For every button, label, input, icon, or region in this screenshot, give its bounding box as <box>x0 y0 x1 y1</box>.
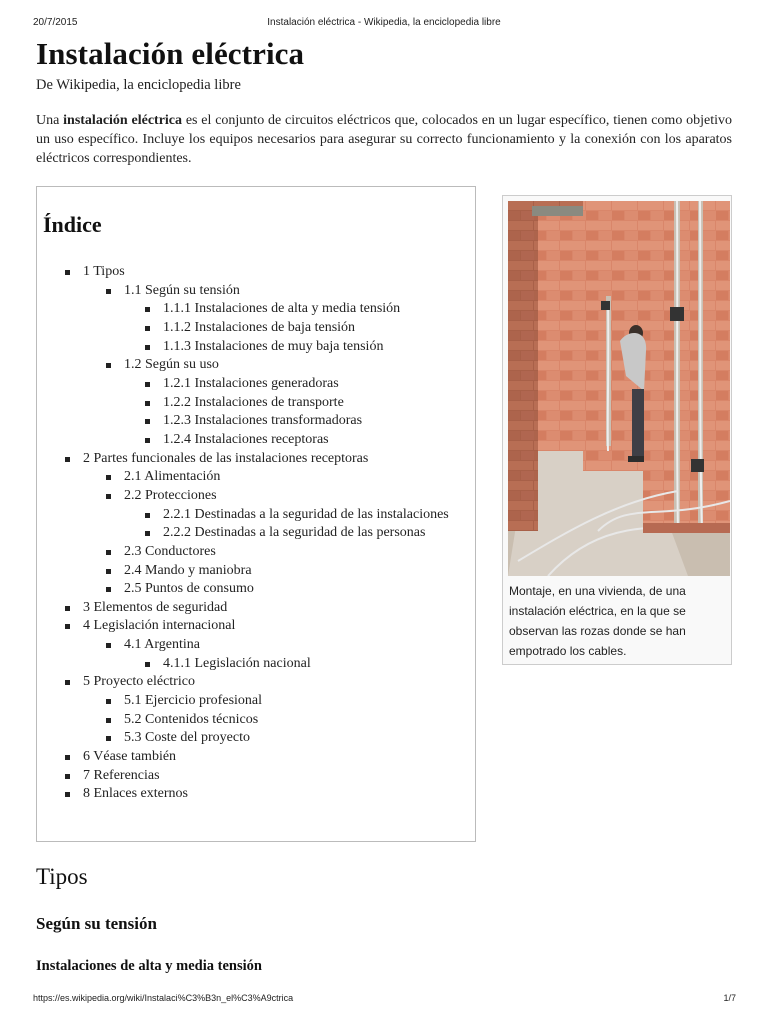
bullet-icon <box>65 606 70 611</box>
toc-item[interactable] <box>37 431 475 450</box>
toc-item-label[interactable]: 1.1.3 Instalaciones de muy baja tensión <box>163 338 384 354</box>
print-date: 20/7/2015 <box>33 17 78 28</box>
bullet-icon <box>65 624 70 629</box>
bullet-icon <box>106 475 111 480</box>
figure-caption: Montaje, en una vivienda, de una instalación eléctrica, en la que se observan las rozas donde se han empotrado los cables. <box>509 584 686 658</box>
toc-item-label[interactable]: 1.1 Según su tensión <box>124 282 240 298</box>
toc-item-label[interactable]: 2.4 Mando y maniobra <box>124 562 252 578</box>
toc-list <box>37 263 475 804</box>
toc-item[interactable] <box>37 729 475 748</box>
toc-item-label[interactable]: 1.2.4 Instalaciones receptoras <box>163 431 329 447</box>
bullet-icon <box>106 643 111 648</box>
toc-item-label[interactable]: 1.2.1 Instalaciones generadoras <box>163 375 339 391</box>
print-page-title: Instalación eléctrica - Wikipedia, la enciclopedia libre <box>267 17 501 28</box>
toc-item[interactable] <box>37 300 475 319</box>
toc-item[interactable] <box>37 319 475 338</box>
toc-item[interactable] <box>37 263 475 282</box>
toc-item-label[interactable]: 1.1.1 Instalaciones de alta y media tensión <box>163 301 401 317</box>
installation-photo[interactable] <box>508 201 730 576</box>
bullet-icon <box>65 792 70 797</box>
toc-item-label[interactable]: 2.5 Puntos de consumo <box>124 581 254 597</box>
bullet-icon <box>145 382 150 387</box>
toc-item[interactable] <box>37 655 475 674</box>
bullet-icon <box>145 419 150 424</box>
toc-item[interactable] <box>37 506 475 525</box>
bullet-icon <box>106 550 111 555</box>
toc-item[interactable] <box>37 599 475 618</box>
toc-item[interactable] <box>37 487 475 506</box>
toc-item[interactable] <box>37 636 475 655</box>
bullet-icon <box>106 363 111 368</box>
toc-item-label[interactable]: 2 Partes funcionales de las instalaciones receptoras <box>83 450 369 466</box>
toc-item-label[interactable]: 2.1 Alimentación <box>124 469 221 485</box>
bullet-icon <box>65 457 70 462</box>
toc-item-label[interactable]: 4.1.1 Legislación nacional <box>163 655 311 671</box>
toc-item[interactable] <box>37 338 475 357</box>
toc-item[interactable] <box>37 617 475 636</box>
toc-item[interactable] <box>37 412 475 431</box>
bullet-icon <box>65 774 70 779</box>
bullet-icon <box>65 755 70 760</box>
toc-item-label[interactable]: 2.3 Conductores <box>124 543 216 559</box>
toc-item[interactable] <box>37 543 475 562</box>
intro-start: Una <box>36 113 64 128</box>
bullet-icon <box>65 680 70 685</box>
toc-item-label[interactable]: 5.1 Ejercicio profesional <box>124 693 263 709</box>
subsection-heading-tension: Según su tensión <box>36 914 157 933</box>
intro-bold-term: instalación eléctrica <box>63 113 183 128</box>
bullet-icon <box>106 587 111 592</box>
toc-item[interactable] <box>37 394 475 413</box>
article-subtitle: De Wikipedia, la enciclopedia libre <box>36 77 241 93</box>
toc-item[interactable] <box>37 450 475 469</box>
toc-item-label[interactable]: 6 Véase también <box>83 749 177 765</box>
toc-item-label[interactable]: 1.2.2 Instalaciones de transporte <box>163 394 344 410</box>
toc-item[interactable] <box>37 711 475 730</box>
toc-item-label[interactable]: 1.2 Según su uso <box>124 357 219 373</box>
bullet-icon <box>106 699 111 704</box>
bullet-icon <box>106 718 111 723</box>
toc-item-label[interactable]: 1.2.3 Instalaciones transformadoras <box>163 413 363 429</box>
bullet-icon <box>106 569 111 574</box>
toc-item-label[interactable]: 7 Referencias <box>83 767 160 783</box>
bullet-icon <box>145 438 150 443</box>
toc-item-label[interactable]: 5.3 Coste del proyecto <box>124 730 250 746</box>
toc-item[interactable] <box>37 375 475 394</box>
bullet-icon <box>145 513 150 518</box>
bullet-icon <box>145 307 150 312</box>
toc-item-label[interactable]: 5.2 Contenidos técnicos <box>124 711 259 727</box>
table-of-contents <box>36 186 476 842</box>
bullet-icon <box>106 289 111 294</box>
intro-paragraph <box>36 111 732 168</box>
bullet-icon <box>145 662 150 667</box>
toc-item[interactable] <box>37 356 475 375</box>
toc-item-label[interactable]: 4 Legislación internacional <box>83 618 236 634</box>
print-url: https://es.wikipedia.org/wiki/Instalaci%C3%B3n_el%C3%A9ctrica <box>33 993 294 1003</box>
toc-item-label[interactable]: 2.2.1 Destinadas a la seguridad de las instalaciones <box>163 506 449 522</box>
toc-item[interactable] <box>37 282 475 301</box>
figure-thumbnail <box>502 195 732 665</box>
toc-item[interactable] <box>37 785 475 804</box>
toc-item-label[interactable]: 8 Enlaces externos <box>83 786 188 802</box>
section-heading-tipos: Tipos <box>36 864 88 889</box>
toc-item[interactable] <box>37 524 475 543</box>
toc-item[interactable] <box>37 468 475 487</box>
bullet-icon <box>106 494 111 499</box>
toc-item[interactable] <box>37 562 475 581</box>
article-title: Instalación eléctrica <box>36 36 305 71</box>
toc-item-label[interactable]: 2.2 Protecciones <box>124 487 217 503</box>
intro-rest: es el conjunto de circuitos eléctricos que, colocados en un lugar específico, tienen como objetivo un uso específico. Incluye los equipos necesarios para asegurar su correcto funcionamiento y la conexión con los aparatos eléctricos correspondientes. <box>36 113 733 166</box>
bullet-icon <box>145 326 150 331</box>
toc-item[interactable] <box>37 767 475 786</box>
print-page-number: 1/7 <box>723 993 736 1003</box>
toc-item[interactable] <box>37 673 475 692</box>
toc-item-label[interactable]: 4.1 Argentina <box>124 637 200 653</box>
toc-item-label[interactable]: 3 Elementos de seguridad <box>83 599 228 615</box>
bullet-icon <box>106 736 111 741</box>
toc-item-label[interactable]: 1 Tipos <box>83 264 125 279</box>
toc-item-label[interactable]: 2.2.2 Destinadas a la seguridad de las personas <box>163 525 426 541</box>
bullet-icon <box>145 401 150 406</box>
toc-item[interactable] <box>37 692 475 711</box>
toc-item-label[interactable]: 5 Proyecto eléctrico <box>83 674 195 690</box>
subsubsection-heading-alta-media: Instalaciones de alta y media tensión <box>36 958 262 974</box>
bullet-icon <box>65 270 70 275</box>
bullet-icon <box>145 345 150 350</box>
toc-title: Índice <box>43 212 102 237</box>
bullet-icon <box>145 531 150 536</box>
toc-item[interactable] <box>37 580 475 599</box>
toc-item-label[interactable]: 1.1.2 Instalaciones de baja tensión <box>163 319 356 335</box>
toc-item[interactable] <box>37 748 475 767</box>
